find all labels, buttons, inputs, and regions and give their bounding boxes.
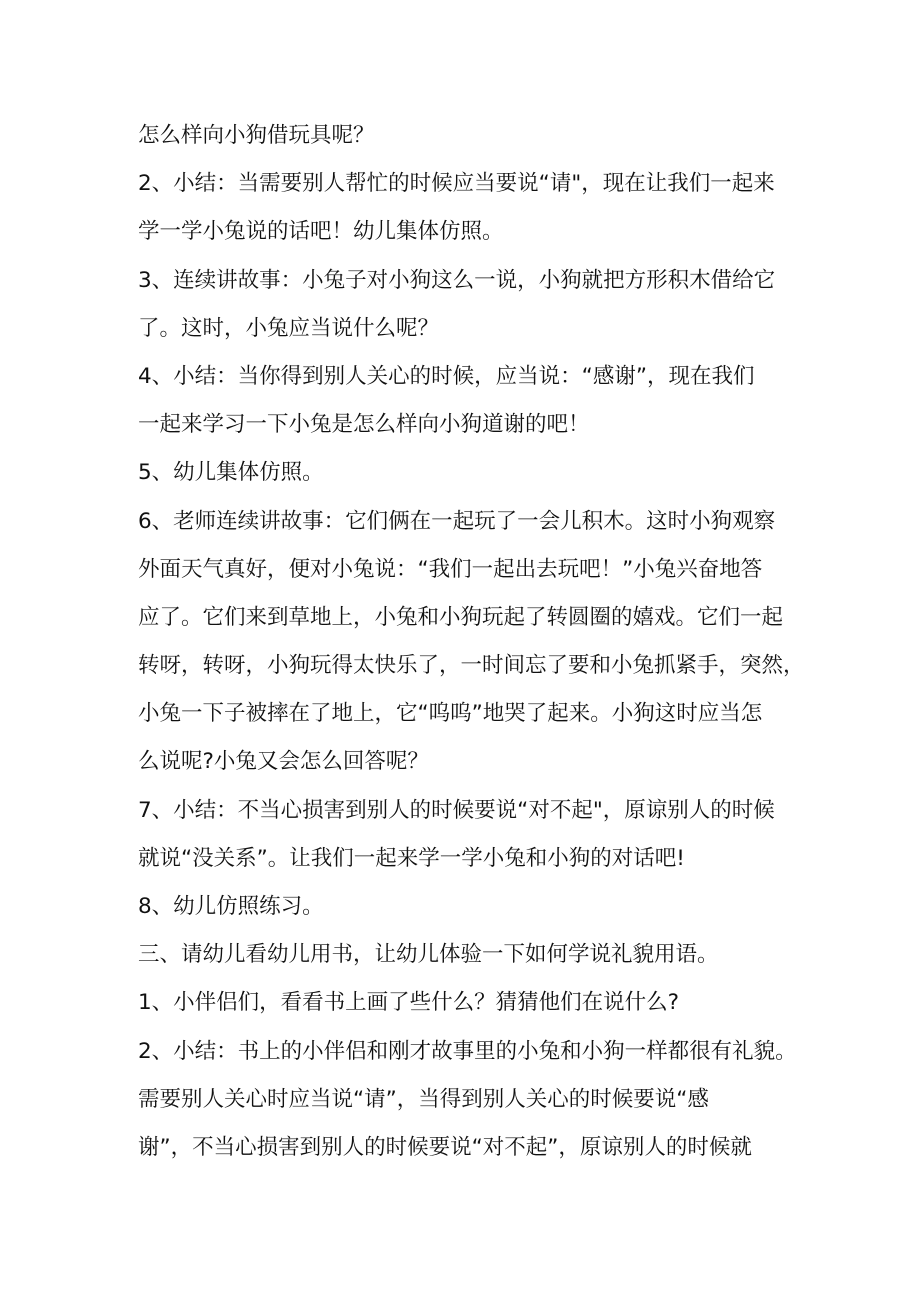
text-line: 就说“没关系”。让我们一起来学一学小兔和小狗的对话吧!: [138, 845, 685, 871]
text-line: 2、小结：当需要别人帮忙的时候应当要说“请"，现在让我们一起来: [138, 171, 775, 197]
text-line: 么说呢?小兔又会怎么回答呢？: [138, 749, 429, 775]
text-line: 怎么样向小狗借玩具呢？: [138, 123, 375, 148]
text-line: 了。这时，小兔应当说什么呢？: [138, 315, 440, 341]
text-line: 一起来学习一下小兔是怎么样向小狗道谢的吧！: [138, 412, 590, 438]
text-line: 小兔一下子被摔在了地上，它“呜呜”地哭了起来。小狗这时应当怎: [138, 701, 763, 727]
text-line: 三、请幼儿看幼儿用书，让幼儿体验一下如何学说礼貌用语。: [138, 942, 719, 968]
text-line: 5、幼儿集体仿照。: [138, 460, 324, 486]
text-line: 需要别人关心时应当说“请”，当得到别人关心的时候要说“感: [138, 1086, 709, 1112]
text-line: 转呀，转呀，小狗玩得太快乐了，一时间忘了要和小兔抓紧手，突然，: [138, 653, 805, 679]
text-line: 1、小伴侣们，看看书上画了些什么？猜猜他们在说什么?: [138, 990, 680, 1016]
text-line: 应了。它们来到草地上，小兔和小狗玩起了转圆圈的嬉戏。它们一起: [138, 604, 784, 630]
text-line: 外面天气真好，便对小兔说：“我们一起出去玩吧！”小兔兴奋地答: [138, 556, 763, 582]
document-body: [138, 112, 805, 1172]
text-line: 3、连续讲故事：小兔子对小狗这么一说，小狗就把方形积木借给它: [138, 267, 776, 293]
text-line: 4、小结：当你得到别人关心的时候，应当说：“感谢”，现在我们: [138, 363, 755, 389]
text-line: 谢”，不当心损害到别人的时候要说“对不起”，原谅别人的时候就: [138, 1134, 752, 1160]
text-line: 8、幼儿仿照练习。: [138, 894, 324, 919]
text-line: 2、小结：书上的小伴侣和刚才故事里的小兔和小狗一样都很有礼貌。: [138, 1038, 797, 1064]
text-line: 6、老师连续讲故事：它们俩在一起玩了一会儿积木。这时小狗观察: [138, 508, 776, 534]
text-line: 学一学小兔说的话吧！幼儿集体仿照。: [138, 219, 504, 245]
text-line: 7、小结：不当心损害到别人的时候要说“对不起"，原谅别人的时候: [138, 797, 775, 823]
